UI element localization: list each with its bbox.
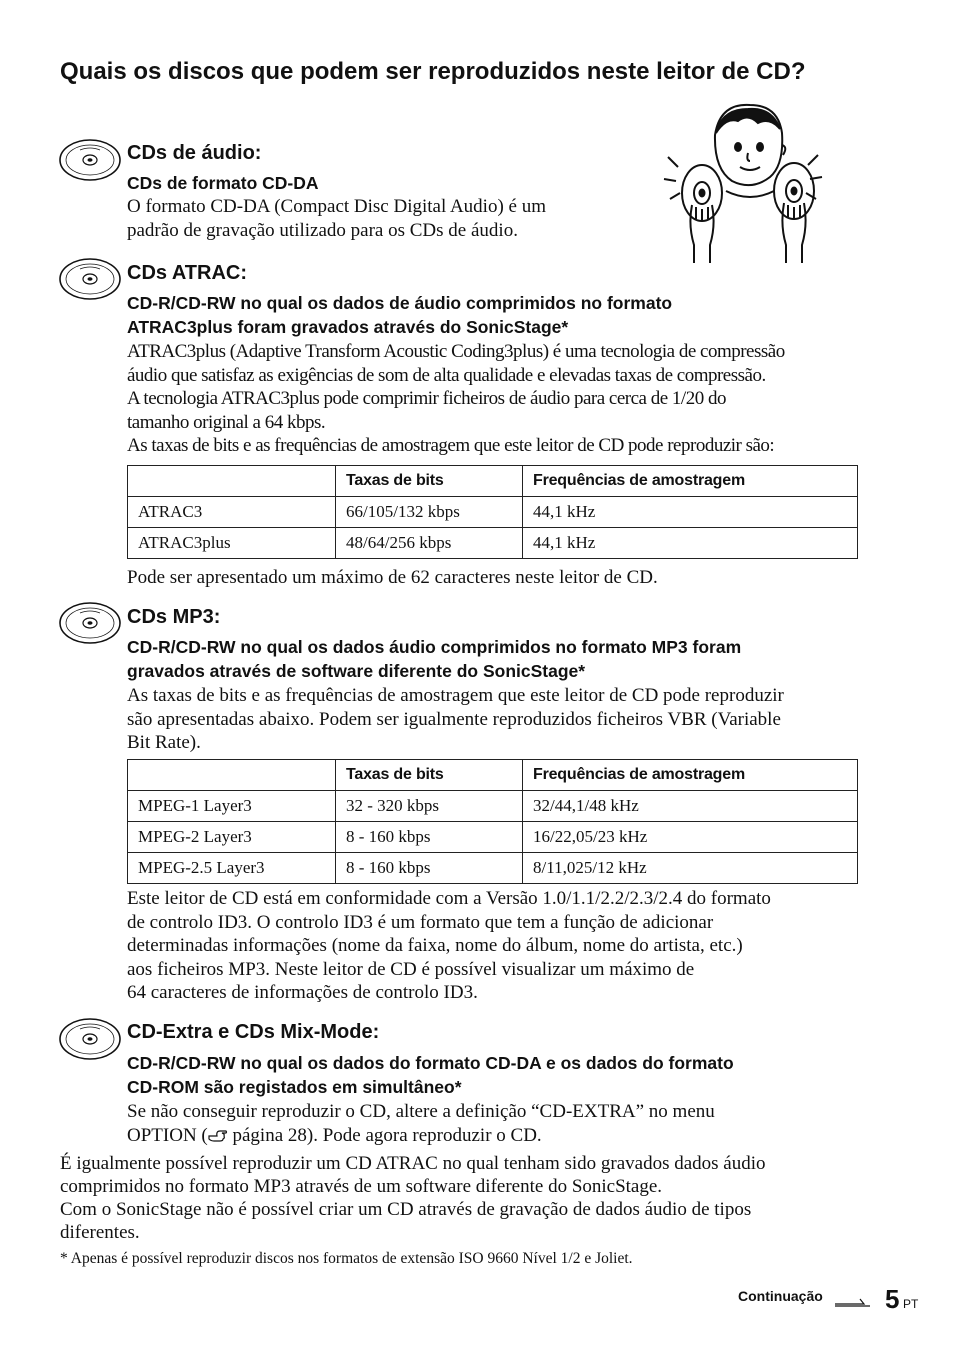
footnote: * Apenas é possível reproduzir discos nos formatos de extensão ISO 9660 Nível 1/2 e Joliet.	[60, 1250, 633, 1267]
table-row	[128, 528, 858, 559]
table-header-cell: Taxas de bits	[336, 466, 523, 497]
table-cell: 48/64/256 kbps	[336, 528, 523, 559]
page-title: Quais os discos que podem ser reproduzidos neste leitor de CD?	[60, 58, 806, 85]
bottom-paragraph: É igualmente possível reproduzir um CD ATRAC no qual tenham sido gravados dados áudio comprimidos no formato MP3 através de um software diferente do SonicStage. Com o SonicStage não é possível criar um CD através de gravação de dados áudio de tipos diferentes.	[60, 1153, 766, 1243]
pointing-hand-icon	[208, 1127, 228, 1143]
cd-disc-icon	[58, 1017, 122, 1061]
table-cell: 44,1 kHz	[523, 497, 858, 528]
table-header-row	[128, 466, 858, 497]
table-cell: MPEG-1 Layer3	[128, 791, 336, 822]
cd-disc-icon	[58, 601, 122, 645]
table-cell: 8 - 160 kbps	[336, 853, 523, 884]
paragraph-mp3: As taxas de bits e as frequências de amostragem que este leitor de CD pode reproduzir são apresentadas abaixo. Podem ser igualmente reproduzidos ficheiros VBR (Variable Bit Rate).	[127, 685, 784, 753]
section-title-audio: CDs de áudio:	[127, 142, 262, 164]
paragraph-extra: Se não conseguir reproduzir o CD, altere a definição “CD-EXTRA” no menu OPTION ( página 28). Pode agora reproduzir o CD.	[127, 1101, 715, 1146]
page-language: PT	[903, 1297, 919, 1311]
table-header-row	[128, 760, 858, 791]
table-cell: ATRAC3plus	[128, 528, 336, 559]
table-row	[128, 822, 858, 853]
continuation-label: Continuação	[738, 1288, 823, 1304]
section-title-extra: CD-Extra e CDs Mix-Mode:	[127, 1021, 380, 1043]
table-header-cell	[128, 466, 336, 497]
table-row	[128, 853, 858, 884]
atrac-spec-table	[127, 465, 858, 559]
subhead-atrac: CD-R/CD-RW no qual os dados de áudio comprimidos no formato ATRAC3plus foram gravados através do SonicStage*	[127, 293, 673, 337]
table-cell: 8/11,025/12 kHz	[523, 853, 858, 884]
paragraph-atrac: ATRAC3plus (Adaptive Transform Acoustic Coding3plus) é uma tecnologia de compressão áudio que satisfaz as exigências de som de alta qualidade e elevadas taxas de compressão. A tecnologia ATRAC3plus pode comprimir ficheiros de áudio para cerca de 1/20 do tamanho original a 64 kbps. As taxas de bits e as frequências de amostragem que este leitor de CD pode reproduzir são:	[127, 341, 785, 456]
table-header-cell: Frequências de amostragem	[523, 466, 858, 497]
table-cell: ATRAC3	[128, 497, 336, 528]
table-cell: 32 - 320 kbps	[336, 791, 523, 822]
table-cell: MPEG-2.5 Layer3	[128, 853, 336, 884]
subhead-extra: CD-R/CD-RW no qual os dados do formato CD-DA e os dados do formato CD-ROM são registados em simultâneo*	[127, 1053, 734, 1097]
cd-disc-icon	[58, 257, 122, 301]
mp3-id3-note: Este leitor de CD está em conformidade com a Versão 1.0/1.1/2.2/2.3/2.4 do formato de controlo ID3. O controlo ID3 é um formato que tem a função de adicionar determinadas informações (nome da faixa, nome do álbum, nome do artista, etc.) aos ficheiros MP3. Neste leitor de CD é possível visualizar um máximo de 64 caracteres de informações de controlo ID3.	[127, 888, 771, 1003]
subhead-audio: CDs de formato CD-DA	[127, 173, 319, 193]
paragraph-audio: O formato CD-DA (Compact Disc Digital Audio) é um padrão de gravação utilizado para os CDs de áudio.	[127, 196, 546, 241]
cd-disc-icon	[58, 138, 122, 182]
page-number: 5	[885, 1284, 900, 1314]
table-cell: 44,1 kHz	[523, 528, 858, 559]
table-cell: 8 - 160 kbps	[336, 822, 523, 853]
table-cell: 66/105/132 kbps	[336, 497, 523, 528]
person-holding-cds-illustration	[660, 95, 825, 265]
section-title-mp3: CDs MP3:	[127, 606, 221, 628]
table-header-cell: Frequências de amostragem	[523, 760, 858, 791]
table-cell: MPEG-2 Layer3	[128, 822, 336, 853]
subhead-mp3: CD-R/CD-RW no qual os dados áudio comprimidos no formato MP3 foram gravados através de software diferente do SonicStage*	[127, 637, 742, 681]
table-row	[128, 791, 858, 822]
table-cell: 16/22,05/23 kHz	[523, 822, 858, 853]
table-cell: 32/44,1/48 kHz	[523, 791, 858, 822]
section-title-atrac: CDs ATRAC:	[127, 262, 247, 284]
atrac-note: Pode ser apresentado um máximo de 62 caracteres neste leitor de CD.	[127, 567, 658, 588]
table-header-cell: Taxas de bits	[336, 760, 523, 791]
mp3-spec-table	[127, 759, 858, 884]
table-header-cell	[128, 760, 336, 791]
arrow-right-icon	[834, 1294, 872, 1308]
table-row	[128, 497, 858, 528]
